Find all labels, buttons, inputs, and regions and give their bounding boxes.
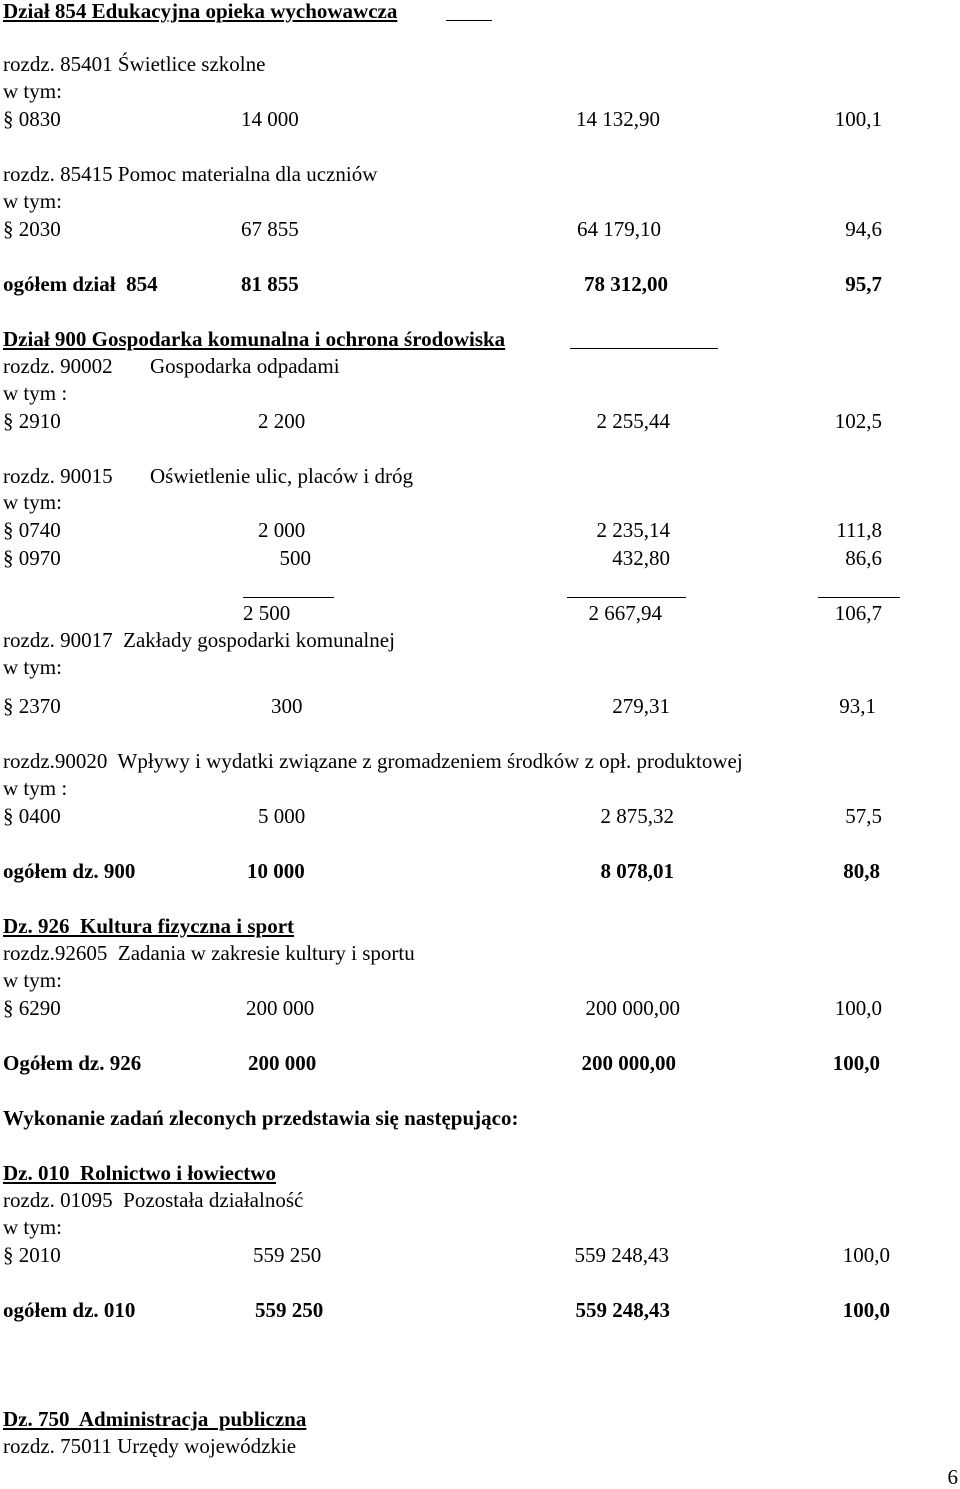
plan-value: 500: [279, 546, 311, 570]
total-plan: 200 000: [248, 1051, 317, 1075]
execution-value: 2 255,44: [596, 409, 670, 433]
chapter-85415-title: rozdz. 85415 Pomoc materialna dla uczniów: [3, 162, 378, 186]
total-percent: 95,7: [845, 272, 882, 296]
execution-value: 14 132,90: [576, 107, 660, 131]
percent-value: 100,0: [834, 996, 882, 1020]
percent-value: 102,5: [834, 409, 882, 433]
total-execution: 200 000,00: [581, 1051, 676, 1075]
total-execution: 8 078,01: [600, 859, 674, 883]
plan-value: 2 000: [258, 518, 306, 542]
w-tym-label: w tym:: [3, 79, 62, 103]
total-execution: 78 312,00: [584, 272, 668, 296]
execution-value: 279,31: [612, 694, 670, 718]
total-label: Ogółem dz. 926: [3, 1051, 142, 1075]
total-plan: 559 250: [255, 1298, 324, 1322]
heading-underline: [570, 348, 718, 349]
w-tym-label: w tym:: [3, 655, 62, 679]
sum-divider: [567, 597, 686, 598]
paragraph-code: § 2370: [3, 694, 61, 718]
chapter-90002-code: rozdz. 90002: [3, 354, 113, 378]
percent-value: 100,0: [842, 1243, 890, 1267]
paragraph-code: § 2030: [3, 217, 61, 241]
subtotal-percent: 106,7: [834, 601, 882, 625]
heading-underline: [446, 20, 492, 21]
section-854-heading: Dział 854 Edukacyjna opieka wychowawcza: [3, 0, 398, 23]
execution-value: 64 179,10: [577, 217, 661, 241]
percent-value: 100,1: [834, 107, 882, 131]
section-010-heading: Dz. 010 Rolnictwo i łowiectwo: [3, 1161, 276, 1185]
chapter-85401-title: rozdz. 85401 Świetlice szkolne: [3, 52, 266, 76]
chapter-90002-name: Gospodarka odpadami: [150, 354, 340, 378]
w-tym-label: w tym:: [3, 490, 62, 514]
total-percent: 100,0: [842, 1298, 890, 1322]
execution-value: 432,80: [612, 546, 670, 570]
total-label: ogółem dział 854: [3, 272, 158, 296]
w-tym-label: w tym :: [3, 776, 68, 800]
plan-value: 67 855: [241, 217, 299, 241]
paragraph-code: § 0400: [3, 804, 61, 828]
sum-divider: [818, 597, 900, 598]
percent-value: 86,6: [845, 546, 882, 570]
sum-divider: [243, 597, 334, 598]
total-percent: 80,8: [843, 859, 880, 883]
percent-value: 111,8: [836, 518, 882, 542]
total-percent: 100,0: [832, 1051, 880, 1075]
total-plan: 81 855: [241, 272, 299, 296]
percent-value: 57,5: [845, 804, 882, 828]
page-number: 6: [947, 1465, 958, 1489]
section-750-heading: Dz. 750 Administracja publiczna: [3, 1407, 307, 1431]
total-label: ogółem dz. 900: [3, 859, 136, 883]
chapter-92605-title: rozdz.92605 Zadania w zakresie kultury i sportu: [3, 941, 415, 965]
chapter-75011-title: rozdz. 75011 Urzędy wojewódzkie: [3, 1434, 297, 1458]
percent-value: 94,6: [845, 217, 882, 241]
plan-value: 300: [271, 694, 303, 718]
plan-value: 559 250: [253, 1243, 322, 1267]
total-plan: 10 000: [247, 859, 305, 883]
percent-value: 93,1: [839, 694, 876, 718]
delegated-tasks-heading: Wykonanie zadań zleconych przedstawia się następująco:: [3, 1106, 519, 1130]
total-label: ogółem dz. 010: [3, 1298, 136, 1322]
chapter-90015-name: Oświetlenie ulic, placów i dróg: [150, 464, 414, 488]
execution-value: 2 875,32: [600, 804, 674, 828]
chapter-90015-code: rozdz. 90015: [3, 464, 113, 488]
plan-value: 14 000: [241, 107, 299, 131]
paragraph-code: § 2010: [3, 1243, 61, 1267]
plan-value: 2 200: [258, 409, 306, 433]
plan-value: 200 000: [246, 996, 315, 1020]
chapter-01095-title: rozdz. 01095 Pozostała działalność: [3, 1188, 304, 1212]
chapter-90017-title: rozdz. 90017 Zakłady gospodarki komunalnej: [3, 628, 395, 652]
paragraph-code: § 0740: [3, 518, 61, 542]
subtotal-execution: 2 667,94: [588, 601, 662, 625]
paragraph-code: § 0830: [3, 107, 61, 131]
execution-value: 559 248,43: [574, 1243, 669, 1267]
paragraph-code: § 0970: [3, 546, 61, 570]
w-tym-label: w tym:: [3, 968, 62, 992]
chapter-90020-title: rozdz.90020 Wpływy i wydatki związane z gromadzeniem środków z opł. produktowej: [3, 749, 743, 773]
paragraph-code: § 6290: [3, 996, 61, 1020]
section-926-heading: Dz. 926 Kultura fizyczna i sport: [3, 914, 295, 938]
paragraph-code: § 2910: [3, 409, 61, 433]
w-tym-label: w tym :: [3, 381, 68, 405]
section-900-heading: Dział 900 Gospodarka komunalna i ochrona środowiska: [3, 327, 506, 351]
w-tym-label: w tym:: [3, 1215, 62, 1239]
execution-value: 2 235,14: [596, 518, 670, 542]
w-tym-label: w tym:: [3, 189, 62, 213]
execution-value: 200 000,00: [585, 996, 680, 1020]
subtotal-plan: 2 500: [243, 601, 291, 625]
total-execution: 559 248,43: [575, 1298, 670, 1322]
plan-value: 5 000: [258, 804, 306, 828]
